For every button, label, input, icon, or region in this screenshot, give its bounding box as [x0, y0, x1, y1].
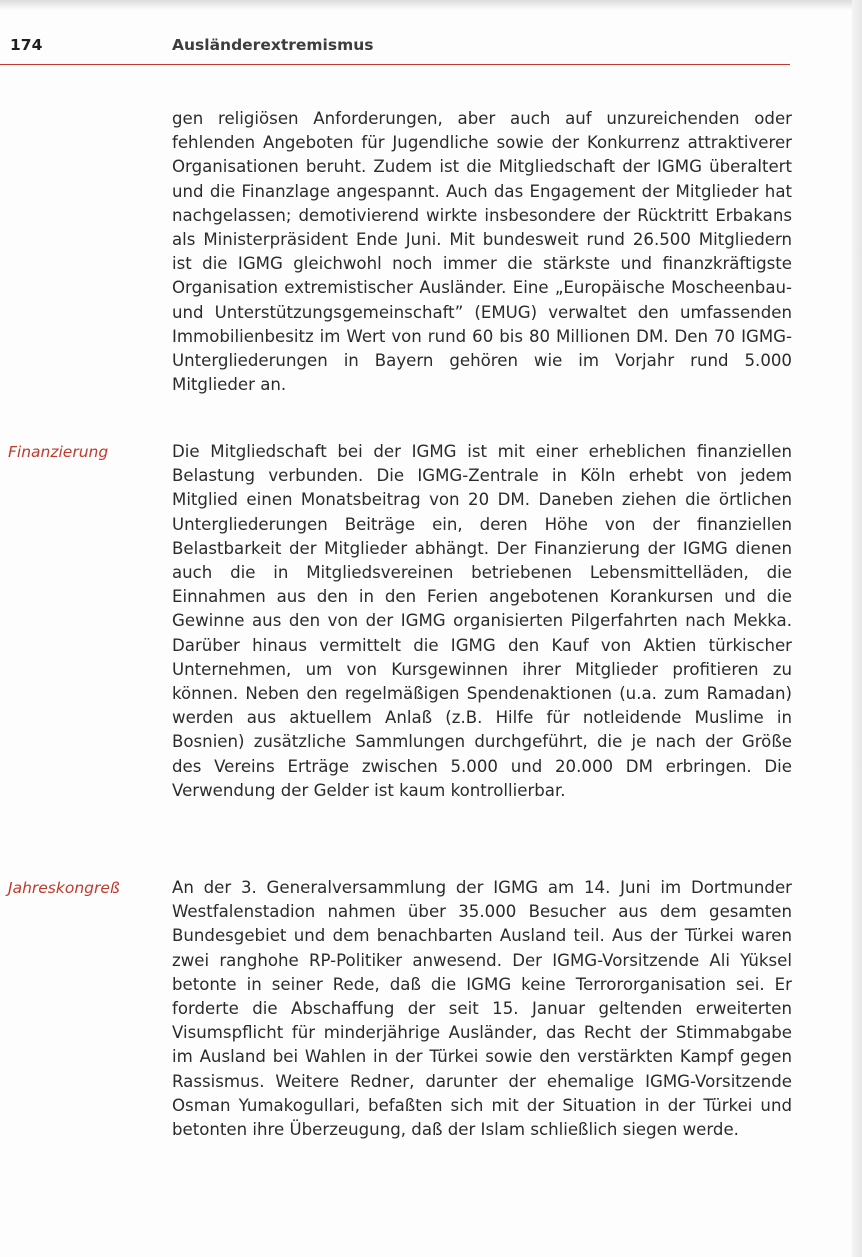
margin-note-financing: Finanzierung — [8, 443, 109, 461]
page-top-shadow — [0, 0, 862, 10]
header-rule — [0, 64, 790, 65]
page-number: 174 — [10, 36, 43, 54]
page-header — [10, 36, 790, 64]
paragraph-1: gen religiösen Anforderungen, aber auch auf unzureichenden oder fehlenden Angeboten für Jugendliche sowie der Konkurrenz attraktiverer Organisationen beruht. Zudem ist die Mitgliedschaft der IGMG überaltert und die Finanzlage angespannt. Auch das Engagement der Mitglieder hat nachgelassen; demotivierend wirkte insbesondere der Rücktritt Erbakans als Ministerpräsident Ende Juni. Mit bundesweit rund 26.500 Mitgliedern ist die IGMG gleichwohl noch immer die stärkste und finanzkräftigste Organisation extremistischer Ausländer. Eine „Europäische Moscheenbau- und Unterstützungsgemeinschaft” (EMUG) verwaltet den umfassenden Immobilienbesitz im Wert von rund 60 bis 80 Millionen DM. Den 70 IGMG-Untergliederungen in Bayern gehören wie im Vorjahr rund 5.000 Mitglieder an. — [172, 109, 792, 395]
running-title: Ausländerextremismus — [172, 36, 374, 54]
page-edge — [852, 0, 862, 1257]
paragraph-annual-congress: An der 3. Generalversammlung der IGMG am 14. Juni im Dortmunder Westfalenstadion nahmen über 35.000 Besucher aus dem gesamten Bundesgebiet und dem benachbarten Ausland teil. Aus der Türkei waren zwei ranghohe RP-Politiker anwesend. Der IGMG-Vorsitzende Ali Yüksel betonte in seiner Rede, daß die IGMG keine Terrororganisation sei. Er forderte die Abschaffung der seit 15. Januar geltenden erweiterten Visumspflicht für minderjährige Ausländer, das Recht der Stimmabgabe im Ausland bei Wahlen in der Türkei sowie den verstärkten Kampf gegen Rassismus. Weitere Redner, darunter der ehemalige IGMG-Vorsitzende Osman Yumakogullari, befaßten sich mit der Situation in der Türkei und betonten ihre Überzeugung, daß der Islam schließlich siegen werde. — [172, 878, 792, 1140]
margin-note-annual-congress: Jahreskongreß — [8, 879, 120, 897]
paragraph-financing: Die Mitgliedschaft bei der IGMG ist mit einer erheblichen finanziellen Belastung verbunden. Die IGMG-Zentrale in Köln erhebt von jedem Mitglied einen Monatsbeitrag von 20 DM. Daneben ziehen die örtlichen Untergliederungen Beiträge ein, deren Höhe von der finanziellen Belastbarkeit der Mitglieder abhängt. Der Finanzierung der IGMG dienen auch die in Mitgliedsvereinen betriebenen Lebensmittelläden, die Einnahmen aus den in den Ferien angebotenen Korankursen und die Gewinne aus den von der IGMG organisierten Pilgerfahrten nach Mekka. Darüber hinaus vermittelt die IGMG den Kauf von Aktien türkischer Unternehmen, um von Kursgewinnen ihrer Mitglieder profitieren zu können. Neben den regelmäßigen Spendenaktionen (u.a. zum Ramadan) werden aus aktuellem Anlaß (z.B. Hilfe für notleidende Muslime in Bosnien) zusätzliche Sammlungen durchgeführt, die je nach der Größe des Vereins Erträge zwischen 5.000 und 20.000 DM erbringen. Die Verwendung der Gelder ist kaum kontrollierbar. — [172, 442, 792, 800]
